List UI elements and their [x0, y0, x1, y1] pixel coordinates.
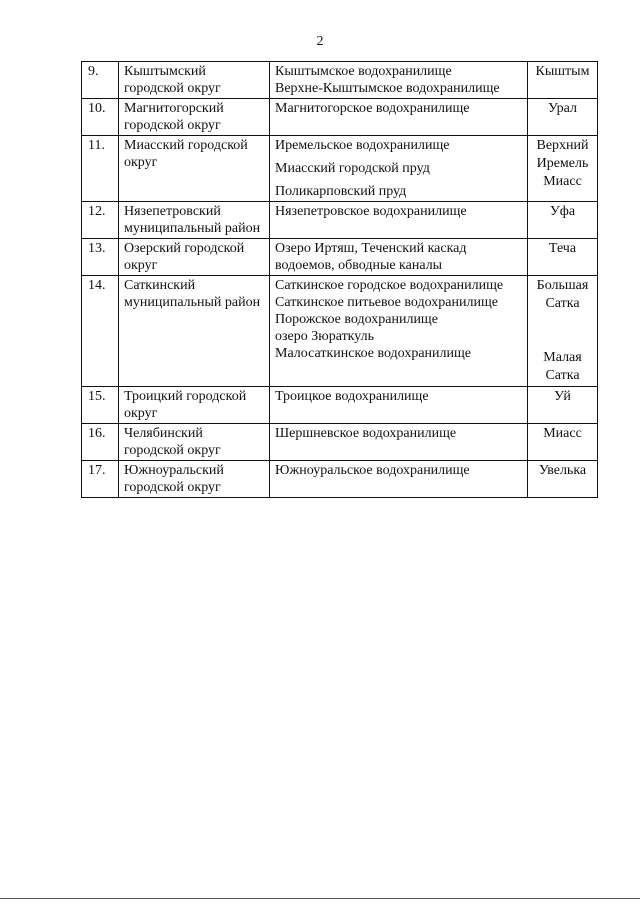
water-body-cell	[270, 99, 528, 136]
water-body-name: Верхне-Кыштымское водохранилище	[275, 81, 500, 96]
district-cell: Магнитогорский городской округ	[119, 99, 270, 136]
river-name: Малая Сатка	[543, 350, 582, 383]
district-cell: Челябинский городской округ	[119, 424, 270, 461]
water-body-cell	[270, 387, 528, 424]
river-cell	[528, 461, 598, 498]
water-body-name: Малосаткинское водохранилище	[275, 346, 472, 361]
water-body-name: Южноуральское водохранилище	[275, 463, 470, 478]
river-name: Миасс	[543, 174, 582, 189]
water-body-name: Нязепетровское водохранилище	[275, 204, 467, 219]
water-body-name: Шершневское водохранилище	[275, 426, 457, 441]
row-number: 14.	[82, 276, 119, 387]
water-body-name: Иремельское водохранилище	[275, 138, 450, 153]
water-body-name: озеро Зюраткуль	[275, 329, 375, 344]
table-row	[82, 424, 598, 461]
row-number: 11.	[82, 136, 119, 202]
row-number: 15.	[82, 387, 119, 424]
table-row	[82, 387, 598, 424]
water-body-cell	[270, 136, 528, 202]
table-row	[82, 276, 598, 387]
river-cell	[528, 202, 598, 239]
water-body-name: Порожское водохранилище	[275, 312, 438, 327]
table-row	[82, 99, 598, 136]
river-cell	[528, 239, 598, 276]
page-number: 2	[316, 34, 324, 49]
row-number: 10.	[82, 99, 119, 136]
water-body-cell	[270, 239, 528, 276]
reservoir-table	[81, 61, 598, 498]
river-cell	[528, 99, 598, 136]
table-row	[82, 62, 598, 99]
river-cell	[528, 136, 598, 202]
water-body-name: Саткинское питьевое водохранилище	[275, 295, 498, 310]
water-body-name: Миасский городской пруд	[275, 161, 430, 176]
river-cell	[528, 387, 598, 424]
water-body-name: Магнитогорское водохранилище	[275, 101, 470, 116]
river-name: Теча	[548, 241, 577, 256]
row-number: 12.	[82, 202, 119, 239]
water-body-name: Озеро Иртяш, Теченский каскад водоемов, обводные каналы	[275, 241, 467, 273]
river-name: Урал	[547, 101, 577, 116]
water-body-cell	[270, 424, 528, 461]
river-name: Уй	[554, 389, 571, 404]
row-number: 17.	[82, 461, 119, 498]
river-name: Миасс	[543, 426, 582, 441]
water-body-cell	[270, 62, 528, 99]
table-row	[82, 239, 598, 276]
river-name: Верхний Иремель	[536, 138, 589, 171]
table-row	[82, 202, 598, 239]
water-body-name: Троицкое водохранилище	[275, 389, 429, 404]
table-row	[82, 461, 598, 498]
district-cell: Саткинский муниципальный район	[119, 276, 270, 387]
row-number: 16.	[82, 424, 119, 461]
district-cell: Миасский городской округ	[119, 136, 270, 202]
river-name: Уфа	[549, 204, 576, 219]
district-cell: Нязепетровский муниципальный район	[119, 202, 270, 239]
river-name: Большая Сатка	[536, 278, 589, 311]
water-body-cell	[270, 202, 528, 239]
table-row	[82, 136, 598, 202]
district-cell: Кыштымский городской округ	[119, 62, 270, 99]
river-cell	[528, 424, 598, 461]
district-cell: Троицкий городской округ	[119, 387, 270, 424]
district-cell: Озерский городской округ	[119, 239, 270, 276]
river-cell	[528, 62, 598, 99]
river-cell	[528, 276, 598, 387]
water-body-name: Поликарповский пруд	[275, 184, 407, 199]
water-body-cell	[270, 461, 528, 498]
water-body-name: Саткинское городское водохранилище	[275, 278, 504, 293]
river-name: Увелька	[538, 463, 587, 478]
water-body-name: Кыштымское водохранилище	[275, 64, 452, 79]
district-cell: Южноуральский городской округ	[119, 461, 270, 498]
row-number: 9.	[82, 62, 119, 99]
row-number: 13.	[82, 239, 119, 276]
water-body-cell	[270, 276, 528, 387]
bottom-rule	[0, 898, 640, 899]
river-name: Кыштым	[535, 64, 590, 79]
